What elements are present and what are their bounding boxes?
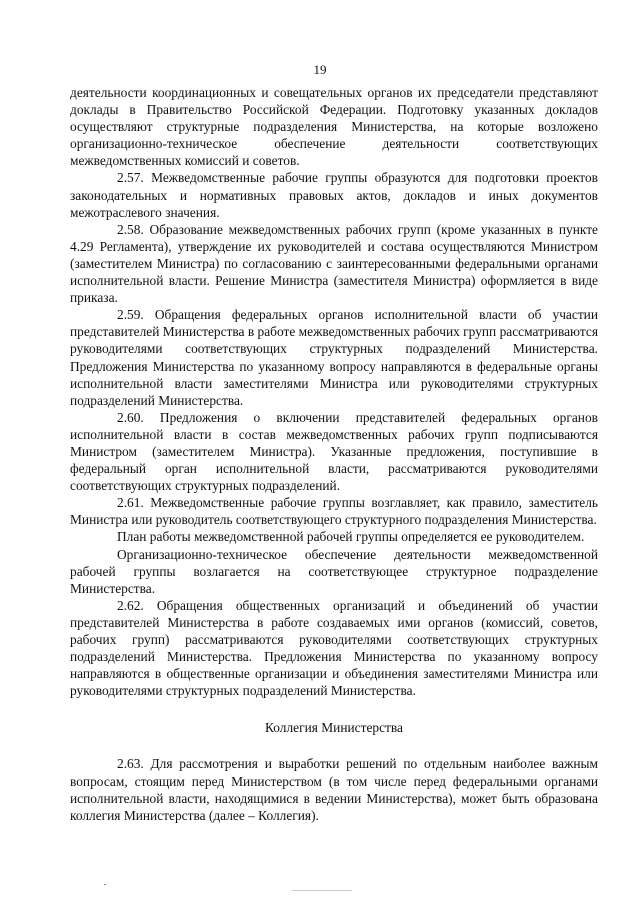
paragraph-2-57: 2.57. Межведомственные рабочие группы образуются для подготовки проектов законодательных и нормативных правовых актов, докладов и иных документов межотраслевого значения. <box>70 170 598 220</box>
paragraph-2-61: 2.61. Межведомственные рабочие группы возглавляет, как правило, заместитель Министра или руководитель соответствующего структурного подразделения Министерства. <box>70 495 598 528</box>
paragraph-work-plan: План работы межведомственной рабочей группы определяется ее руководителем. <box>117 529 585 545</box>
page-number: 19 <box>313 62 327 77</box>
paragraph-org-support: Организационно-техническое обеспечение деятельности межведомственной рабочей группы возлагается на соответствующее структурное подразделение Министерства. <box>70 546 598 596</box>
paragraph-2-62: 2.62. Обращения общественных организаций и объединений об участии представителей Министерства в работе создаваемых ими органов (комиссий, советов, рабочих групп) рассматриваются руководителями соответствующих структурных подразделений Министерства. Предложения Министерства по указанному вопросу направляются в общественные организации и объединения заместителями Министра или руководителями структурных подразделений Министерства. <box>70 597 598 699</box>
scan-speck <box>292 890 352 891</box>
scan-speck <box>104 884 106 885</box>
paragraph-2-59: 2.59. Обращения федеральных органов исполнительной власти об участии представителей Министерства в работе межведомственных рабочих групп рассматриваются руководителями соответствующих структурных подразделений Министерства. Предложения Министерства по указанному вопросу направляются в федеральные органы исполнительной власти заместителями Министра или руководителями структурных подразделений Министерства. <box>70 307 598 408</box>
paragraph-continuation: деятельности координационных и совещательных органов их председатели представляют доклады в Правительство Российской Федерации. Подготовку указанных докладов осуществляют структурные подразделения Министерства, на которые возложено организационно-техническое обеспечение деятельности соответствующих межведомственных комиссий и советов. <box>70 85 598 169</box>
paragraph-2-60: 2.60. Предложения о включении представителей федеральных органов исполнительной власти в состав межведомственных рабочих групп подписываются Министром (заместителем Министра). Указанные предложения, поступившие в федеральный орган исполнительной власти, рассматриваются руководителями соответствующих структурных подразделений. <box>70 409 598 494</box>
document-body <box>70 84 598 824</box>
paragraph-2-58: 2.58. Образование межведомственных рабочих групп (кроме указанных в пункте 4.29 Регламента), утверждение их руководителей и состава осуществляются Министром (заместителем Министра) по согласованию с заинтересованными федеральными органами исполнительной власти. Решение Министра (заместителя Министра) оформляется в виде приказа. <box>70 221 598 306</box>
section-heading: Коллегия Министерства <box>265 720 403 736</box>
paragraph-2-63: 2.63. Для рассмотрения и выработки решений по отдельным наиболее важным вопросам, стоящим перед Министерством (в том числе перед федеральными органами исполнительной власти, находящимися в ведении Министерства), может быть образована коллегия Министерства (далее – Коллегия). <box>70 756 598 823</box>
